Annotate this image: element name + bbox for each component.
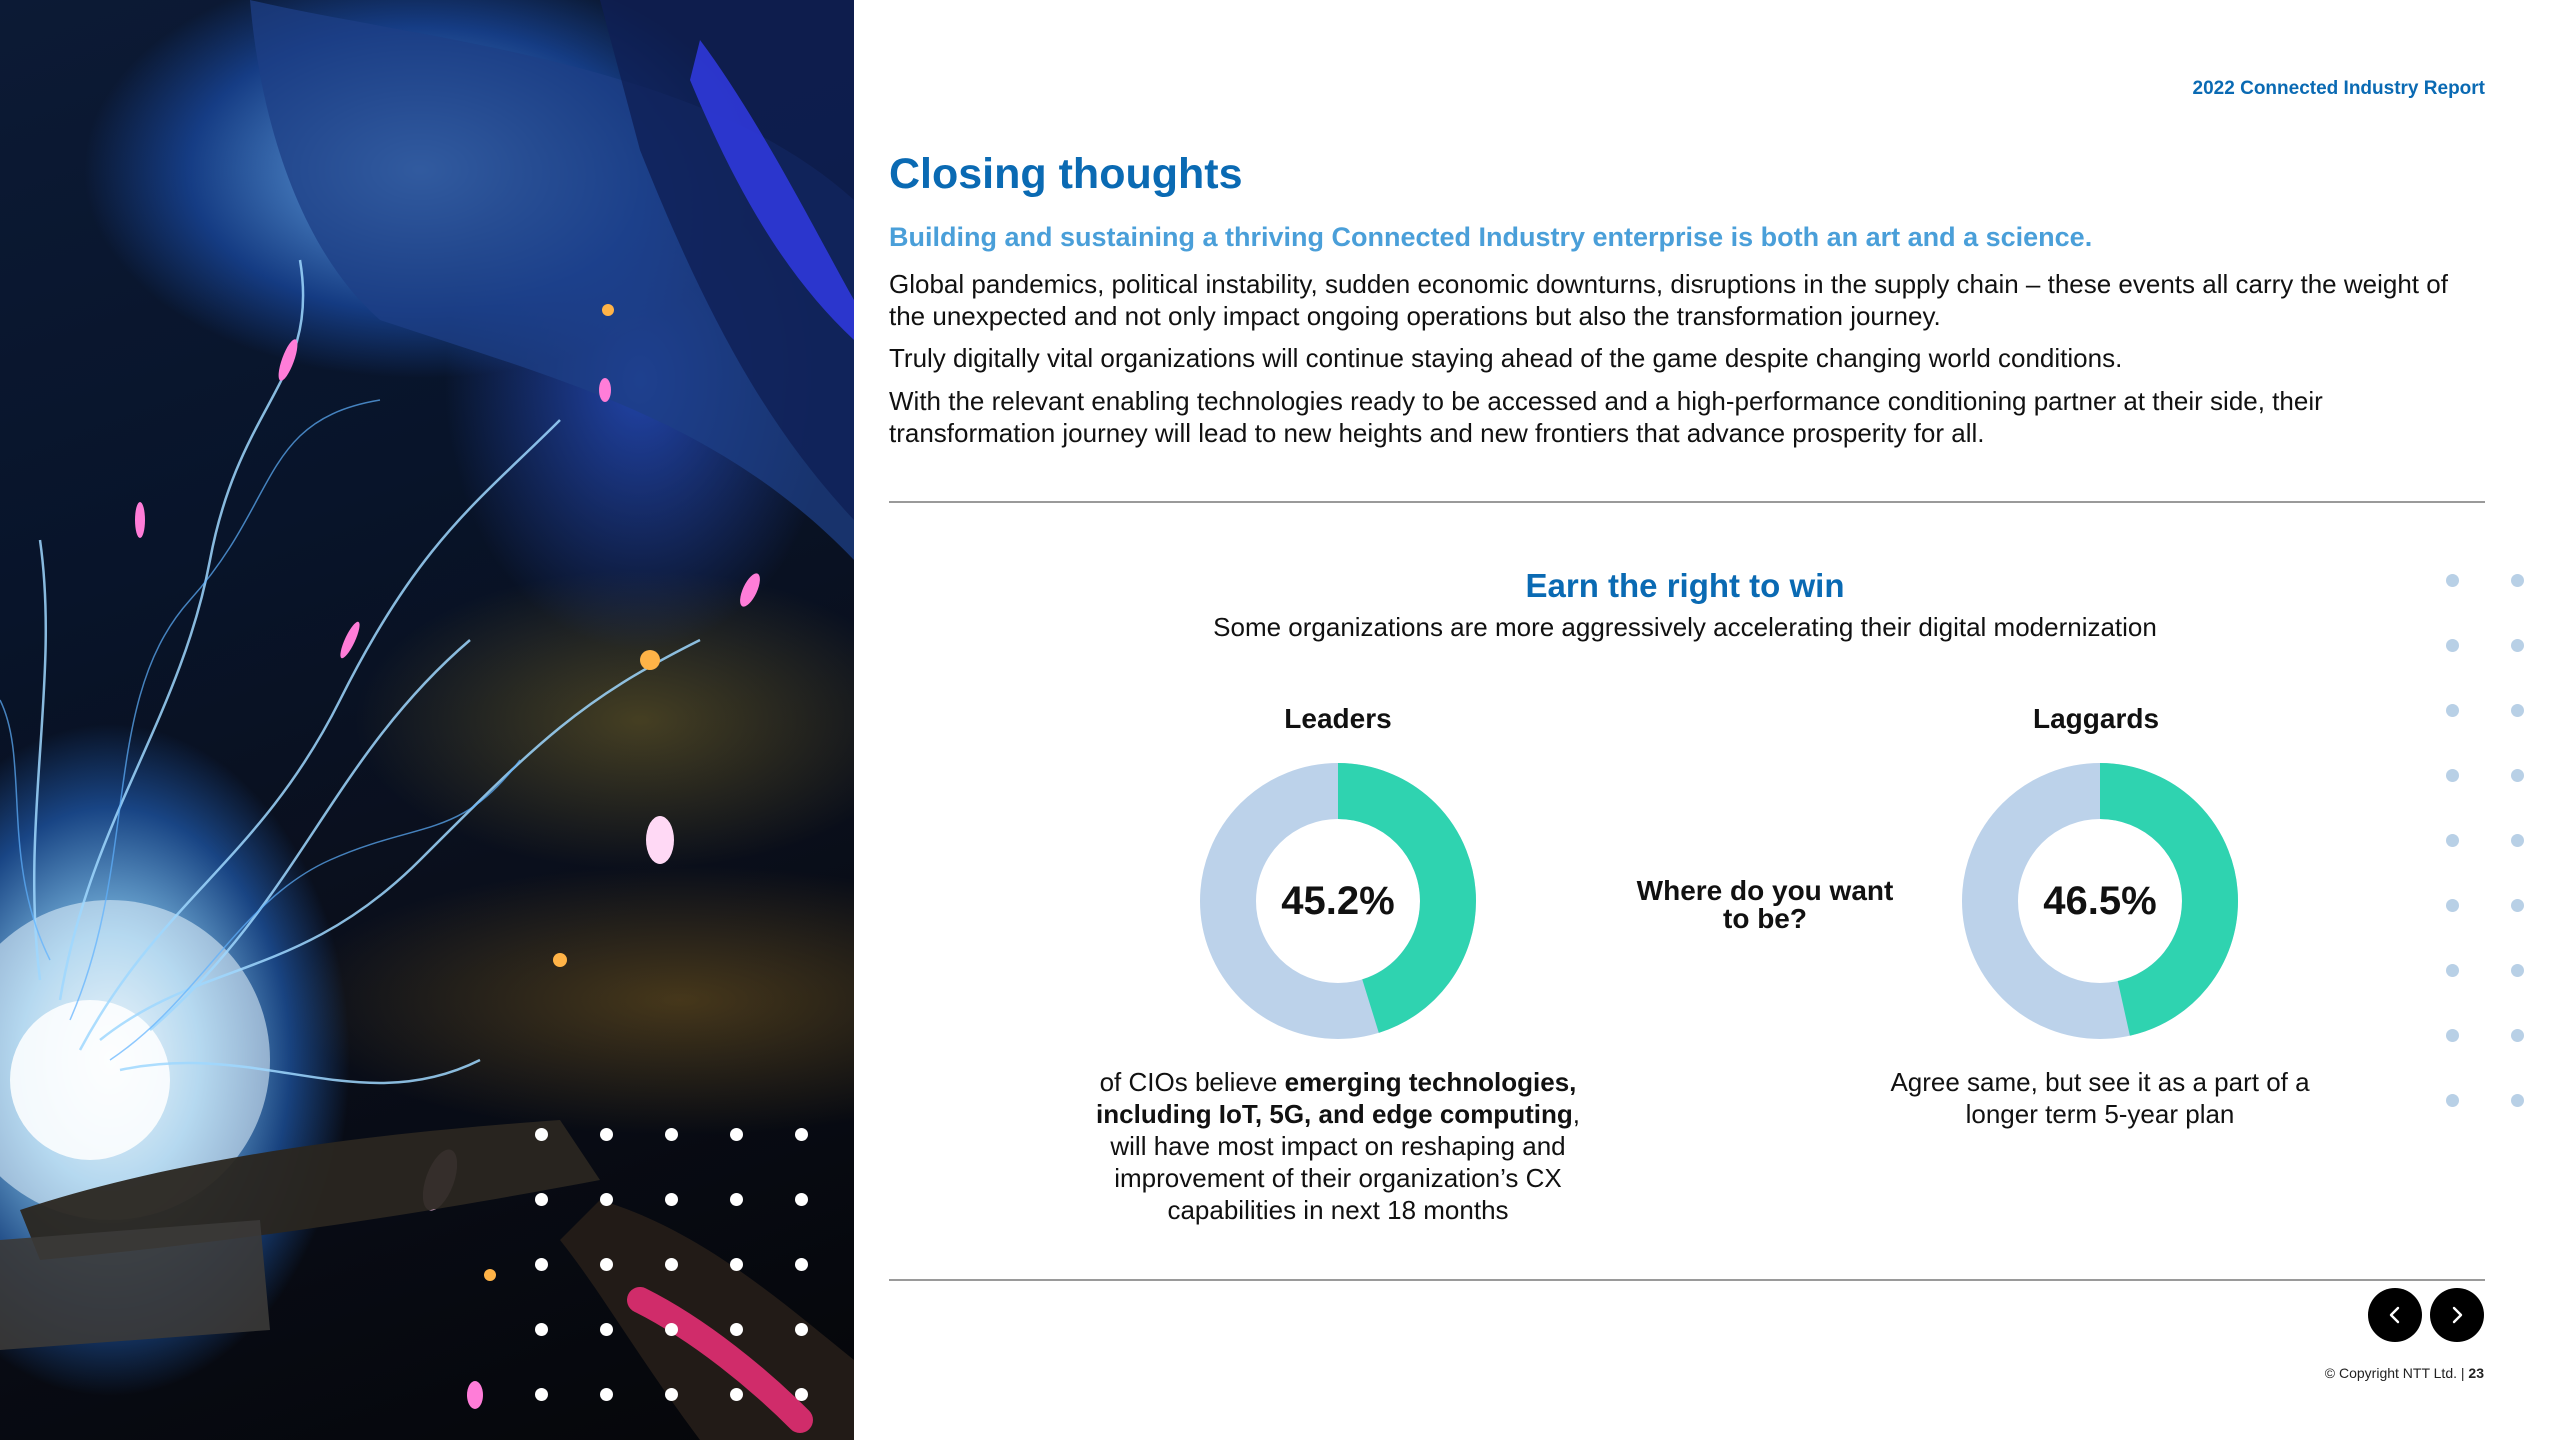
white-dot [730,1128,743,1141]
white-dot [535,1323,548,1336]
blue-dot [2446,769,2459,782]
white-dot [665,1258,678,1271]
white-dot [600,1193,613,1206]
white-dot [795,1193,808,1206]
white-dot [665,1388,678,1401]
divider-bottom [889,1279,2485,1281]
page-title: Closing thoughts [889,150,1243,198]
leaders-label: Leaders [1284,703,1392,734]
where-do-you-want-to-be-prompt: Where do you want to be? [1636,875,1894,934]
white-dot [795,1323,808,1336]
divider-top [889,501,2485,503]
laggards-donut-chart [1962,763,2238,1039]
white-dot [535,1258,548,1271]
blue-dot [2511,704,2524,717]
leaders-percentage: 45.2% [1281,879,1395,923]
white-dot [665,1193,678,1206]
page-number: 23 [2468,1365,2484,1381]
laggards-label: Laggards [2032,703,2160,734]
chevron-right-icon [2446,1304,2468,1326]
blue-dot [2446,704,2459,717]
blue-dot [2511,899,2524,912]
leaders-caption-pre: of CIOs believe [1099,1067,1285,1097]
white-dot [795,1388,808,1401]
white-dot [665,1323,678,1336]
white-dot [795,1128,808,1141]
blue-dot [2511,769,2524,782]
white-dot [665,1128,678,1141]
blue-dot [2511,834,2524,847]
section-title: Earn the right to win [1525,567,1845,604]
white-dot [795,1258,808,1271]
laggards-caption: Agree same, but see it as a part of a longer term 5-year plan [1890,1067,2310,1129]
blue-dot [2511,964,2524,977]
white-dot [600,1323,613,1336]
white-dot [535,1193,548,1206]
section-subtitle: Some organizations are more aggressively accelerating their digital modernization [1213,612,2157,642]
footer [2325,1365,2484,1381]
welding-photo [0,0,854,1440]
intro-paragraph-3: With the relevant enabling technologies ready to be accessed and a high-performance conditioning partner at their side, their transformation journey will lead to new heights and new frontiers that advance prosperity for all. [889,386,2323,448]
lead-statement: Building and sustaining a thriving Connected Industry enterprise is both an art and a science. [889,222,2093,252]
white-dot [535,1128,548,1141]
white-dot [730,1258,743,1271]
blue-dot [2511,1029,2524,1042]
blue-dot [2511,639,2524,652]
white-dot [730,1388,743,1401]
blue-dot [2446,639,2459,652]
leaders-caption [1083,1066,1593,1226]
blue-dot [2446,899,2459,912]
decorative-white-dot-grid [0,0,854,1440]
blue-dot [2446,964,2459,977]
white-dot [730,1193,743,1206]
intro-paragraph-2: Truly digitally vital organizations will continue staying ahead of the game despite changing world conditions. [889,343,2123,373]
white-dot [600,1128,613,1141]
leaders-caption-post: , will have most impact on reshaping and improvement of their organization’s CX capabilities in next 18 months [1110,1099,1580,1225]
blue-dot [2511,574,2524,587]
report-title: 2022 Connected Industry Report [2192,78,2485,99]
blue-dot [2446,834,2459,847]
leaders-caption-bold: emerging technologies, including IoT, 5G, and edge computing [1096,1067,1577,1129]
leaders-donut-chart [1200,763,1476,1039]
blue-dot [2511,1094,2524,1107]
next-page-button[interactable] [2430,1288,2484,1342]
copyright-text: © Copyright NTT Ltd. | [2324,1365,2469,1381]
white-dot [600,1258,613,1271]
blue-dot [2446,574,2459,587]
blue-dot [2446,1094,2459,1107]
white-dot [535,1388,548,1401]
white-dot [600,1388,613,1401]
intro-paragraph-1: Global pandemics, political instability, sudden economic downturns, disruptions in the supply chain – these events all carry the weight of the unexpected and not only impact ongoing operations but also the transformation journey. [889,269,2448,331]
laggards-percentage: 46.5% [2043,879,2157,923]
previous-page-button[interactable] [2368,1288,2422,1342]
chevron-left-icon [2384,1304,2406,1326]
white-dot [730,1323,743,1336]
blue-dot [2446,1029,2459,1042]
